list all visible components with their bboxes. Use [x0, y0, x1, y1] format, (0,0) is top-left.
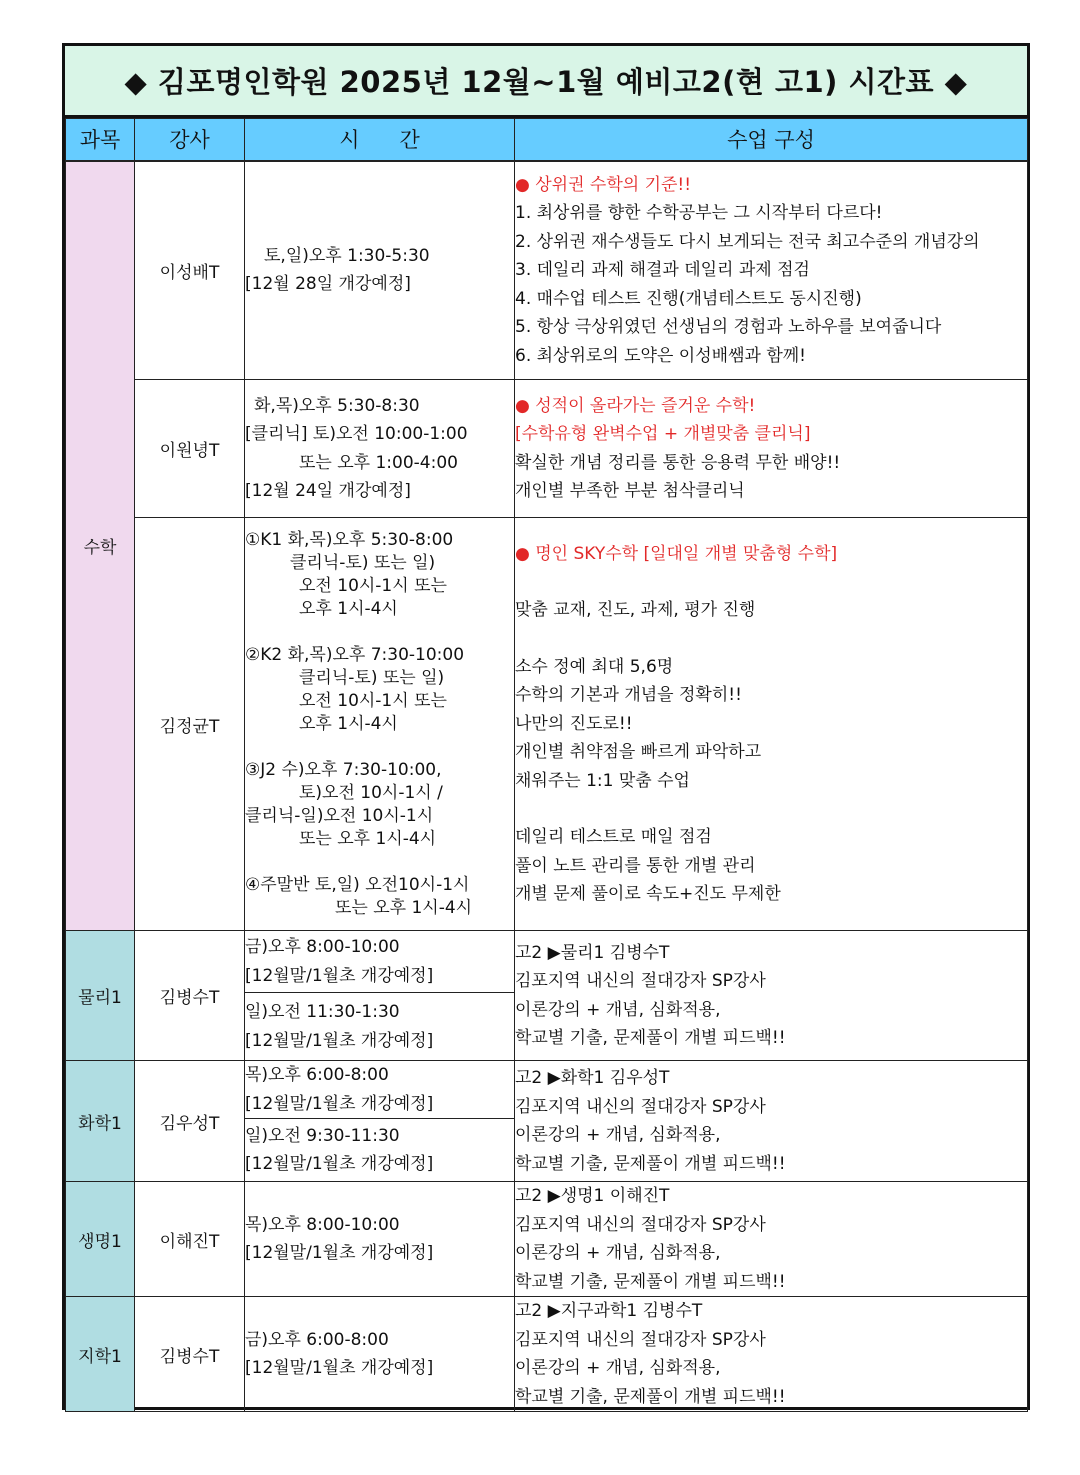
time-line: 클리닉-토) 또는 일) [299, 667, 445, 688]
description-line: 고2 ▶생명1 이해진T [515, 1186, 670, 1206]
page-title: ◆ 김포명인학원 2025년 12월~1월 예비고2(현 고1) 시간표 ◆ [65, 46, 1027, 118]
description-line: 이론강의 + 개념, 심화적용, [515, 999, 721, 1020]
class-time [245, 1061, 515, 1119]
table-row [66, 518, 1028, 931]
time-line: 목)오후 8:00-10:00 [245, 1214, 400, 1235]
teacher-name: 이해진T [135, 1182, 245, 1297]
time-line: 또는 오후 1시-4시 [335, 897, 473, 918]
class-time [245, 518, 515, 931]
time-line: 금)오후 6:00-8:00 [245, 1329, 389, 1350]
teacher-name: 김병수T [135, 1297, 245, 1412]
table-row [66, 380, 1028, 518]
time-line: 오전 10시-1시 또는 [299, 690, 447, 711]
description-line: 고2 ▶지구과학1 김병수T [515, 1301, 703, 1321]
description-line: 김포지역 내신의 절대강자 SP강사 [515, 971, 766, 991]
description-line: 개별 문제 풀이로 속도+진도 무제한 [515, 884, 781, 904]
subject-biology: 생명1 [66, 1182, 135, 1297]
class-time [245, 1297, 515, 1412]
time-line: 또는 오후 1:00-4:00 [299, 452, 458, 473]
description-line: 채워주는 1:1 맞춤 수업 [515, 770, 690, 791]
description-line: 소수 정예 최대 5,6명 [515, 656, 674, 677]
teacher-name: 이성배T [135, 161, 245, 380]
subject-earth-science: 지학1 [66, 1297, 135, 1412]
description-line: 학교별 기출, 문제풀이 개별 피드백!! [515, 1028, 786, 1048]
timetable [65, 118, 1028, 1412]
time-line: [12월 24일 개강예정] [245, 481, 411, 501]
time-line: 목)오후 6:00-8:00 [245, 1065, 389, 1085]
time-line: ③J2 수)오후 7:30-10:00, [245, 759, 442, 780]
class-time [245, 380, 515, 518]
time-line: 일)오전 9:30-11:30 [245, 1125, 400, 1146]
time-line: [12월말/1월초 개강예정] [245, 1030, 434, 1051]
teacher-name: 김정균T [135, 518, 245, 931]
description-line: 고2 ▶물리1 김병수T [515, 942, 670, 963]
description-line: 학교별 기출, 문제풀이 개별 피드백!! [515, 1153, 786, 1174]
class-description [515, 1061, 1028, 1182]
time-line: [12월말/1월초 개강예정] [245, 1358, 434, 1378]
subject-math: 수학 [66, 161, 135, 931]
class-description [515, 380, 1028, 518]
subject-chemistry: 화학1 [66, 1061, 135, 1182]
header-content: 수업 구성 [515, 119, 1028, 161]
subject-physics: 물리1 [66, 931, 135, 1061]
description-line: 고2 ▶화학1 김우성T [515, 1068, 670, 1088]
class-description [515, 518, 1028, 931]
time-line: 또는 오후 1시-4시 [299, 828, 437, 849]
time-line: 오후 1시-4시 [299, 598, 398, 619]
description-line: 나만의 진도로!! [515, 713, 633, 734]
time-line: [12월말/1월초 개강예정] [245, 1154, 434, 1174]
teacher-name: 이원녕T [135, 380, 245, 518]
teacher-name: 김우성T [135, 1061, 245, 1182]
description-line: 김포지역 내신의 절대강자 SP강사 [515, 1096, 766, 1117]
time-line: [12월말/1월초 개강예정] [245, 1093, 434, 1114]
class-description [515, 1297, 1028, 1412]
time-line: 일)오전 11:30-1:30 [245, 1002, 400, 1022]
description-line: 4. 매수업 테스트 진행(개념테스트도 동시진행) [515, 288, 862, 309]
time-line: 토,일)오후 1:30-5:30 [264, 245, 430, 266]
description-headline: ● 명인 SKY수학 [일대일 개별 맞춤형 수학] [515, 543, 838, 564]
timetable-sheet [62, 43, 1030, 1410]
description-line: 학교별 기출, 문제풀이 개별 피드백!! [515, 1271, 786, 1292]
time-line: 클리닉-토) 또는 일) [290, 552, 436, 573]
class-time [245, 161, 515, 380]
table-row [66, 1182, 1028, 1297]
time-line: 클리닉-일)오전 10시-1시 [245, 805, 434, 826]
description-line: 데일리 테스트로 매일 점검 [515, 827, 712, 847]
time-line: 금)오후 8:00-10:00 [245, 937, 400, 957]
time-line: ④주말반 토,일) 오전10시-1시 [245, 874, 470, 895]
time-line: 오전 10시-1시 또는 [299, 575, 447, 596]
class-description [515, 1182, 1028, 1297]
time-line: 토)오전 10시-1시 / [299, 782, 443, 803]
time-line: [12월 28일 개강예정] [245, 274, 411, 295]
description-line: 수학의 기본과 개념을 정확히!! [515, 685, 742, 705]
table-row [66, 161, 1028, 380]
time-line: [12월말/1월초 개강예정] [245, 1243, 434, 1263]
time-line: [12월말/1월초 개강예정] [245, 965, 434, 986]
table-row [66, 1297, 1028, 1412]
header-subject: 과목 [66, 119, 135, 161]
description-line: 2. 상위권 재수생들도 다시 보게되는 전국 최고수준의 개념강의 [515, 231, 980, 252]
description-headline: ● 성적이 올라가는 즐거운 수학! [515, 395, 756, 416]
description-line: 5. 항상 극상위였던 선생님의 경험과 노하우를 보여줍니다 [515, 317, 942, 337]
description-line: 1. 최상위를 향한 수학공부는 그 시작부터 다르다! [515, 203, 883, 223]
description-line: 이론강의 + 개념, 심화적용, [515, 1358, 721, 1378]
description-headline: ● 상위권 수학의 기준!! [515, 174, 692, 195]
description-line: 이론강의 + 개념, 심화적용, [515, 1125, 721, 1145]
description-line: 학교별 기출, 문제풀이 개별 피드백!! [515, 1386, 786, 1407]
header-teacher: 강사 [135, 119, 245, 161]
description-line: 김포지역 내신의 절대강자 SP강사 [515, 1214, 766, 1235]
time-line: 화,목)오후 5:30-8:30 [254, 395, 420, 416]
table-row [66, 931, 1028, 993]
description-line: 김포지역 내신의 절대강자 SP강사 [515, 1329, 766, 1350]
class-time [245, 993, 515, 1061]
description-line: 개인별 부족한 부분 첨삭클리닉 [515, 481, 745, 501]
description-line: 이론강의 + 개념, 심화적용, [515, 1243, 721, 1263]
description-line: 3. 데일리 과제 해결과 데일리 과제 점검 [515, 260, 810, 280]
time-line: [클리닉] 토)오전 10:00-1:00 [245, 424, 468, 444]
description-line: 맞춤 교재, 진도, 과제, 평가 진행 [515, 600, 756, 620]
description-line: 풀이 노트 관리를 통한 개별 관리 [515, 855, 756, 876]
description-line: 확실한 개념 정리를 통한 응용력 무한 배양!! [515, 452, 841, 473]
time-line: ①K1 화,목)오후 5:30-8:00 [245, 529, 454, 550]
class-time [245, 1182, 515, 1297]
teacher-name: 김병수T [135, 931, 245, 1061]
class-description [515, 931, 1028, 1061]
class-time [245, 1119, 515, 1182]
description-line: 6. 최상위로의 도약은 이성배쌤과 함께! [515, 345, 806, 366]
header-time: 시 간 [245, 119, 515, 161]
time-line: 오후 1시-4시 [299, 713, 398, 734]
description-subheadline: [수학유형 완벽수업 + 개별맞춤 클리닉] [515, 424, 811, 444]
header-row [66, 119, 1028, 161]
class-time [245, 931, 515, 993]
description-line: 개인별 취약점을 빠르게 파악하고 [515, 742, 762, 762]
class-description [515, 161, 1028, 380]
time-line: ②K2 화,목)오후 7:30-10:00 [245, 644, 465, 665]
table-row [66, 1061, 1028, 1119]
